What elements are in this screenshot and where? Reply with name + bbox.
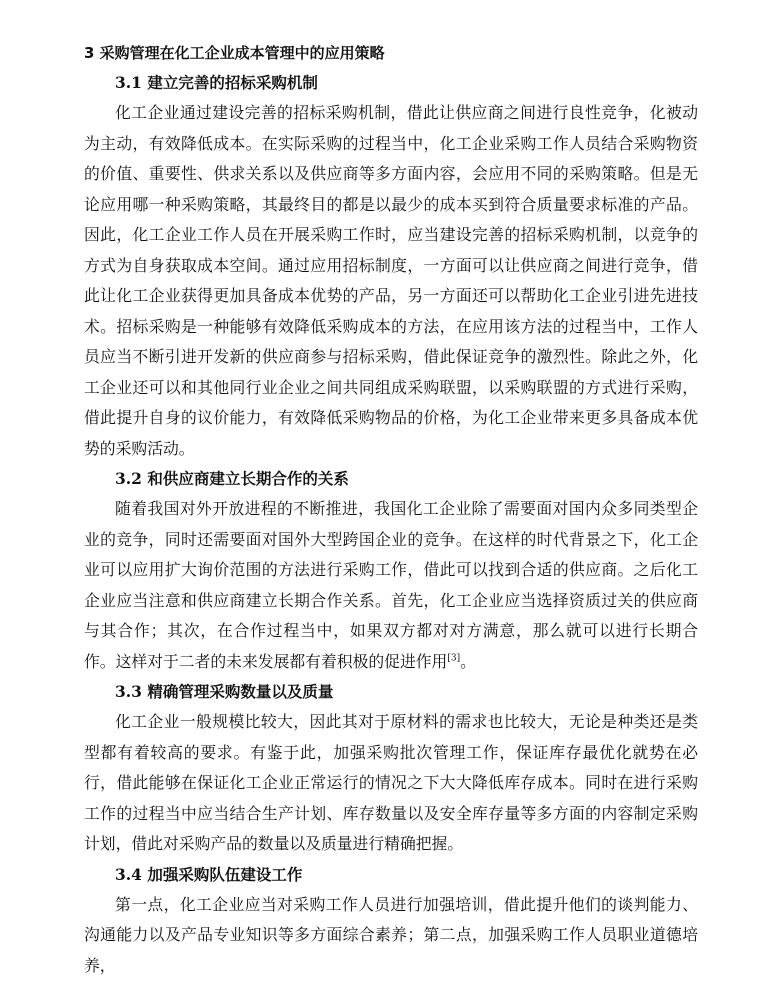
paragraph-3-2-tail: 。 bbox=[460, 652, 476, 671]
subsection-heading-3-2: 3.2 和供应商建立长期合作的关系 bbox=[84, 464, 698, 494]
document-page bbox=[84, 38, 698, 981]
paragraph-3-1: 化工企业通过建设完善的招标采购机制，借此让供应商之间进行良性竞争，化被动为主动，有效降低成本。在实际采购的过程当中，化工企业采购工作人员结合采购物资的价值、重要性、供求关系以及供应商等多方面内容，会应用不同的采购策略。但是无论应用哪一种采购策略，其最终目的都是以最少的成本买到符合质量要求标准的产品。因此，化工企业工作人员在开展采购工作时，应当建设完善的招标采购机制，以竞争的方式为自身获取成本空间。通过应用招标制度，一方面可以让供应商之间进行竞争，借此让化工企业获得更加具备成本优势的产品，另一方面还可以帮助化工企业引进先进技术。招标采购是一种能够有效降低采购成本的方法，在应用该方法的过程当中，工作人员应当不断引进开发新的供应商参与招标采购，借此保证竞争的激烈性。除此之外，化工企业还可以和其他同行业企业之间共同组成采购联盟，以采购联盟的方式进行采购，借此提升自身的议价能力，有效降低采购物品的价格，为化工企业带来更多具备成本优势的采购活动。 bbox=[84, 98, 698, 464]
subsection-heading-3-1: 3.1 建立完善的招标采购机制 bbox=[84, 68, 698, 98]
subsection-heading-3-3: 3.3 精确管理采购数量以及质量 bbox=[84, 677, 698, 707]
paragraph-3-4: 第一点，化工企业应当对采购工作人员进行加强培训，借此提升他们的谈判能力、沟通能力以及产品专业知识等多方面综合素养；第二点，加强采购工作人员职业道德培养， bbox=[84, 890, 698, 981]
paragraph-3-2-text: 随着我国对外开放进程的不断推进，我国化工企业除了需要面对国内众多同类型企业的竞争，同时还需要面对国外大型跨国企业的竞争。在这样的时代背景之下，化工企业可以应用扩大询价范围的方法进行采购工作，借此可以找到合适的供应商。之后化工企业应当注意和供应商建立长期合作关系。首先，化工企业应当选择资质过关的供应商与其合作；其次，在合作过程当中，如果双方都对对方满意，那么就可以进行长期合作。这样对于二者的未来发展都有着积极的促进作用 bbox=[84, 499, 698, 671]
citation-marker: [3] bbox=[447, 653, 460, 663]
section-title: 3 采购管理在化工企业成本管理中的应用策略 bbox=[84, 38, 698, 68]
subsection-heading-3-4: 3.4 加强采购队伍建设工作 bbox=[84, 860, 698, 890]
paragraph-3-3: 化工企业一般规模比较大，因此其对于原材料的需求也比较大，无论是种类还是类型都有着较高的要求。有鉴于此，加强采购批次管理工作，保证库存最优化就势在必行，借此能够在保证化工企业正常运行的情况之下大大降低库存成本。同时在进行采购工作的过程当中应当结合生产计划、库存数量以及安全库存量等多方面的内容制定采购计划，借此对采购产品的数量以及质量进行精确把握。 bbox=[84, 707, 698, 860]
paragraph-3-2 bbox=[84, 494, 698, 677]
